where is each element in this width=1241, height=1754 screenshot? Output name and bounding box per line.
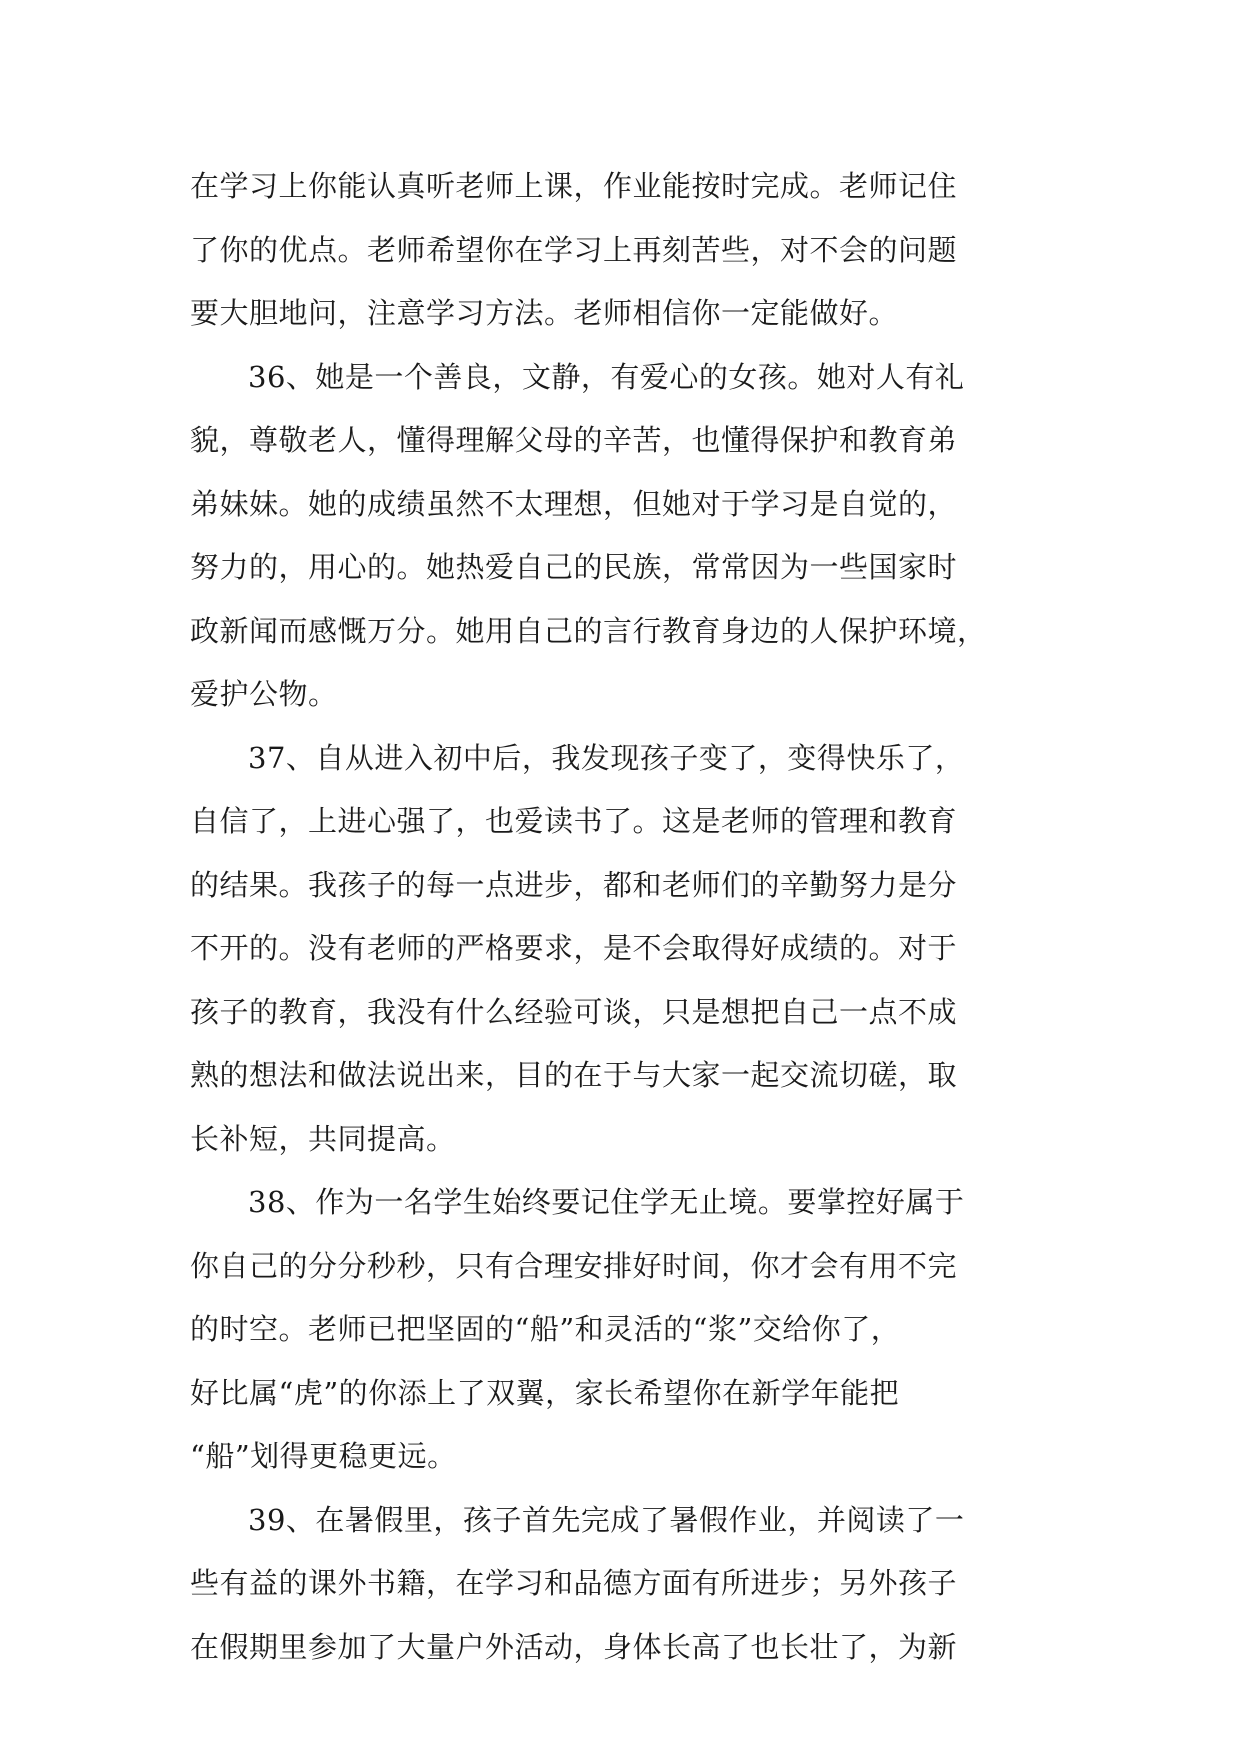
text-line: 貌，尊敬老人，懂得理解父母的辛苦，也懂得保护和教育弟 [190, 423, 958, 457]
document-body [190, 155, 1070, 1679]
text-line: 长补短，共同提高。 [190, 1121, 456, 1156]
text-line: 弟妹妹。她的成绩虽然不太理想，但她对于学习是自觉的， [190, 486, 958, 521]
text-line: 政新闻而感慨万分。她用自己的言行教育身边的人保护环境， [190, 613, 987, 648]
text-line: 爱护公物。 [190, 677, 338, 711]
text-line: 好比属“虎”的你添上了双翼，家长希望你在新学年能把 [190, 1375, 900, 1410]
text-line: 些有益的课外书籍，在学习和品德方面有所进步；另外孩子 [190, 1566, 958, 1600]
text-line: 了你的优点。老师希望你在学习上再刻苦些，对不会的问题 [190, 232, 958, 267]
text-line: 37、自从进入初中后，我发现孩子变了，变得快乐了， [248, 740, 965, 775]
text-line: 36、她是一个善良，文静，有爱心的女孩。她对人有礼 [248, 359, 965, 394]
text-line: 在假期里参加了大量户外活动，身体长高了也长壮了，为新 [190, 1629, 958, 1664]
text-line: 自信了，上进心强了，也爱读书了。这是老师的管理和教育 [190, 804, 958, 838]
paragraph-p39 [190, 1489, 1070, 1680]
text-line: 在学习上你能认真听老师上课，作业能按时完成。老师记住 [190, 169, 958, 203]
text-line: “船”划得更稳更远。 [190, 1439, 457, 1473]
paragraph-p37 [190, 727, 1070, 1172]
text-line: 孩子的教育，我没有什么经验可谈，只是想把自己一点不成 [190, 994, 958, 1029]
paragraph-p36 [190, 346, 1070, 727]
text-line: 努力的，用心的。她热爱自己的民族，常常因为一些国家时 [190, 550, 958, 584]
paragraph-p38 [190, 1171, 1070, 1489]
text-line: 熟的想法和做法说出来，目的在于与大家一起交流切磋，取 [190, 1058, 958, 1092]
text-line: 的时空。老师已把坚固的“船”和灵活的“浆”交给你了， [190, 1312, 901, 1346]
text-line: 你自己的分分秒秒，只有合理安排好时间，你才会有用不完 [190, 1248, 958, 1283]
text-line: 39、在暑假里，孩子首先完成了暑假作业，并阅读了一 [248, 1502, 965, 1537]
text-line: 不开的。没有老师的严格要求，是不会取得好成绩的。对于 [190, 931, 958, 965]
paragraph-p35-tail [190, 155, 1070, 346]
text-line: 38、作为一名学生始终要记住学无止境。要掌控好属于 [248, 1185, 965, 1219]
text-line: 的结果。我孩子的每一点进步，都和老师们的辛勤努力是分 [190, 867, 958, 902]
text-line: 要大胆地问，注意学习方法。老师相信你一定能做好。 [190, 296, 899, 330]
